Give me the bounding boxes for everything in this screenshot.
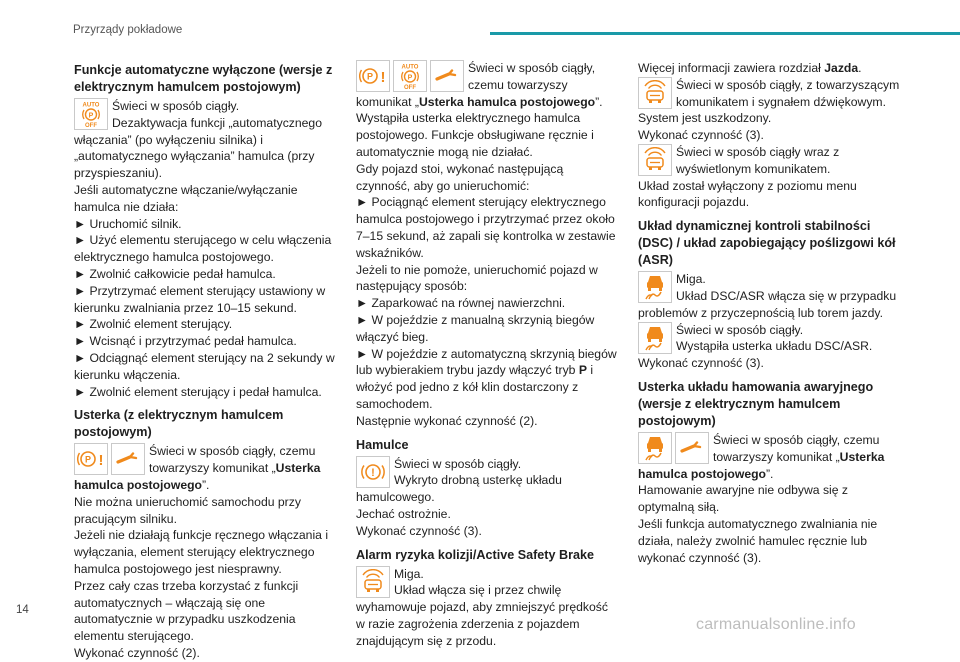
list-item: ► Użyć elementu sterującego w celu włączenia elektrycznego hamulca postojowego.	[74, 232, 336, 266]
watermark: carmanualsonline.info	[696, 616, 856, 633]
collision-alert-icon	[638, 77, 672, 109]
header-accent-bar	[490, 32, 960, 35]
text-span: Świeci w sposób ciągły, czemu towarzyszy komunikat „	[149, 444, 316, 476]
text-span: i włożyć pod jedno z kół klin dostarczony z samochodem.	[356, 363, 594, 411]
list-item: ► W pojeździe z manualną skrzynią biegów włączyć bieg.	[356, 312, 620, 346]
text-line: System jest uszkodzony.	[638, 111, 772, 126]
icon-group	[356, 456, 390, 488]
auto-label: AUTO	[82, 102, 100, 109]
svg-text:P: P	[366, 71, 374, 82]
text-span: W pojeździe z automatyczną skrzynią biegów lub wybierakiem trybu jazdy włączyć tryb	[356, 346, 617, 378]
collision-alert-icon	[638, 144, 672, 176]
text-line: Świeci w sposób ciągły.	[112, 99, 240, 113]
text-line: Wykonać czynność (3).	[638, 356, 764, 371]
text-span: Więcej informacji zawiera rozdział	[638, 61, 825, 75]
off-label: OFF	[404, 85, 416, 90]
column-1	[74, 60, 336, 662]
message-text: Usterka hamulca postojowego	[419, 94, 596, 109]
text-line: Jechać ostrożnie.	[356, 506, 451, 521]
section-title-brakes: Hamulce	[356, 437, 409, 452]
text-line: Przez cały czas trzeba korzystać z funkcji automatycznych – włączają się one automatycznie w przypadku uszkodzenia elementu sterującego.	[74, 578, 299, 644]
message-text: Usterka hamulca postojowego	[74, 461, 321, 492]
page-header: Przyrządy pokładowe	[73, 24, 183, 36]
icon-group	[356, 566, 390, 598]
text-line: Świeci w sposób ciągły, z towarzyszącym komunikatem i sygnałem dźwiękowym.	[676, 77, 900, 109]
svg-text:P: P	[88, 112, 94, 120]
text-line: Układ włącza się i przez chwilę wyhamowuje pojazd, aby zmniejszyć prędkość w razie zagrożenia zderzenia z pojazdem znajdującym się z przodu.	[356, 583, 608, 648]
auto-label: AUTO	[401, 64, 419, 71]
gear-p-text: P	[578, 363, 587, 378]
column-3	[638, 60, 906, 566]
svg-text:P: P	[407, 74, 413, 82]
wrench-icon	[111, 443, 145, 475]
auto-parking-brake-icon	[74, 98, 108, 130]
text-line: Wykonać czynność (2).	[74, 645, 200, 660]
wrench-icon	[430, 60, 464, 92]
list-item: ► Zwolnić całkowicie pedał hamulca.	[74, 266, 336, 283]
section-title-collision-alert: Alarm ryzyka kolizji/Active Safety Brake	[356, 547, 595, 562]
list-item: ► Pociągnąć element sterujący elektrycznego hamulca postojowego i przytrzymać przez około 7–15 sekund, aż zapali się kontrolka w zestawie wskaźników.	[356, 194, 620, 261]
text-line: Dezaktywacja funkcji „automatycznego włączania” (po wyłączeniu silnika) i „automatycznego wyłączania” hamulca (przy przyspieszaniu).	[74, 115, 322, 181]
text-line: Świeci w sposób ciągły wraz z wyświetlonym komunikatem.	[676, 144, 840, 176]
text-span: .	[858, 61, 862, 75]
message-text: Usterka hamulca postojowego	[638, 449, 885, 481]
list-item: ► Wcisnąć i przytrzymać pedał hamulca.	[74, 333, 336, 350]
list-item: ► Zwolnić element sterujący i pedał hamulca.	[74, 384, 336, 401]
text-span: ”.	[201, 477, 210, 492]
icon-group	[74, 443, 145, 475]
text-span: ”.	[765, 466, 774, 481]
auto-parking-brake-icon	[393, 60, 427, 92]
text-line: Następnie wykonać czynność (2).	[356, 413, 538, 428]
svg-text:!: !	[98, 452, 104, 470]
column-2	[356, 60, 620, 650]
text-line: Świeci w sposób ciągły.	[676, 322, 804, 337]
section-title-auto-functions-off: Funkcje automatyczne wyłączone (wersje z elektrycznym hamulcem postojowym)	[74, 63, 333, 94]
text-span: ”.	[595, 94, 603, 109]
off-label: OFF	[85, 123, 97, 128]
text-line: Jeżeli to nie pomoże, unieruchomić pojazd w następujący sposób:	[356, 262, 598, 294]
text-line: Miga.	[676, 272, 706, 287]
text-line	[638, 60, 906, 77]
svg-text:!: !	[371, 466, 375, 479]
icon-group	[638, 432, 709, 464]
text-span: Świeci w sposób ciągły, czemu towarzyszy komunikat „	[356, 61, 596, 109]
text-line: Wykonać czynność (3).	[638, 128, 764, 143]
chapter-reference: Jazda	[824, 61, 859, 75]
text-line: Układ został wyłączony z poziomu menu konfiguracji pojazdu.	[638, 178, 857, 210]
list-item: ► Uruchomić silnik.	[74, 216, 336, 233]
text-line: Hamowanie awaryjne nie odbywa się z optymalną siłą.	[638, 483, 849, 515]
list-item	[356, 346, 620, 413]
svg-text:P: P	[84, 454, 92, 465]
text-line: Miga.	[394, 566, 424, 581]
section-title-fault-epb: Usterka (z elektrycznym hamulcem postojowym)	[74, 408, 284, 440]
text-line: Jeśli automatyczne włączanie/wyłączanie hamulca nie działa:	[74, 182, 298, 214]
icon-group	[356, 60, 464, 92]
page-number: 14	[16, 604, 29, 616]
dsc-asr-icon	[638, 271, 672, 303]
list-item: ► Zwolnić element sterujący.	[74, 316, 336, 333]
section-title-emergency-braking-fault: Usterka układu hamowania awaryjnego (wersje z elektrycznym hamulcem postojowym)	[638, 379, 874, 428]
wrench-icon	[675, 432, 709, 464]
dsc-asr-icon	[638, 322, 672, 354]
svg-text:!: !	[380, 69, 386, 86]
text-span: Świeci w sposób ciągły, czemu towarzyszy komunikat „	[713, 432, 880, 464]
text-line: Gdy pojazd stoi, wykonać następującą czynność, aby go unieruchomić:	[356, 161, 564, 193]
text-line: Wykonać czynność (3).	[356, 523, 482, 538]
text-line: Wykryto drobną usterkę układu hamulcowego.	[356, 473, 562, 505]
dsc-asr-icon	[638, 432, 672, 464]
icon-group	[638, 322, 672, 354]
parking-brake-fault-icon	[356, 60, 390, 92]
list-item: ► Zaparkować na równej nawierzchni.	[356, 295, 620, 312]
icon-group	[638, 77, 672, 109]
text-line: Wystąpiła usterka elektrycznego hamulca postojowego. Funkcje obsługiwane ręcznie i automatycznie mogą nie działać.	[356, 111, 594, 159]
icon-group	[74, 98, 108, 130]
collision-alert-icon	[356, 566, 390, 598]
parking-brake-fault-icon	[74, 443, 108, 475]
text-line: Wystąpiła usterka układu DSC/ASR.	[676, 339, 873, 354]
icon-group	[638, 271, 672, 303]
section-title-dsc-asr: Układ dynamicznej kontroli stabilności (DSC) / układ zapobiegający poślizgowi kół (ASR)	[638, 219, 896, 268]
text-line: Układ DSC/ASR włącza się w przypadku problemów z przyczepnością lub torem jazdy.	[638, 288, 897, 320]
text-line: Nie można unieruchomić samochodu przy pracującym silniku.	[74, 494, 301, 526]
text-line: Jeżeli nie działają funkcje ręcznego włączania i wyłączania, element sterujący elektrycznego hamulca postojowego jest niesprawny.	[74, 528, 329, 576]
list-item: ► Odciągnąć element sterujący na 2 sekundy w kierunku włączenia.	[74, 350, 336, 384]
icon-group	[638, 144, 672, 176]
text-line: Świeci w sposób ciągły.	[394, 456, 522, 471]
brake-warning-icon	[356, 456, 390, 488]
text-line: Jeśli funkcja automatycznego zwalniania nie działa, należy zwolnić hamulec ręcznie lub wykonać czynność (3).	[638, 516, 878, 565]
list-item: ► Przytrzymać element sterujący ustawiony w kierunku zwalniania przez 10–15 sekund.	[74, 283, 336, 317]
